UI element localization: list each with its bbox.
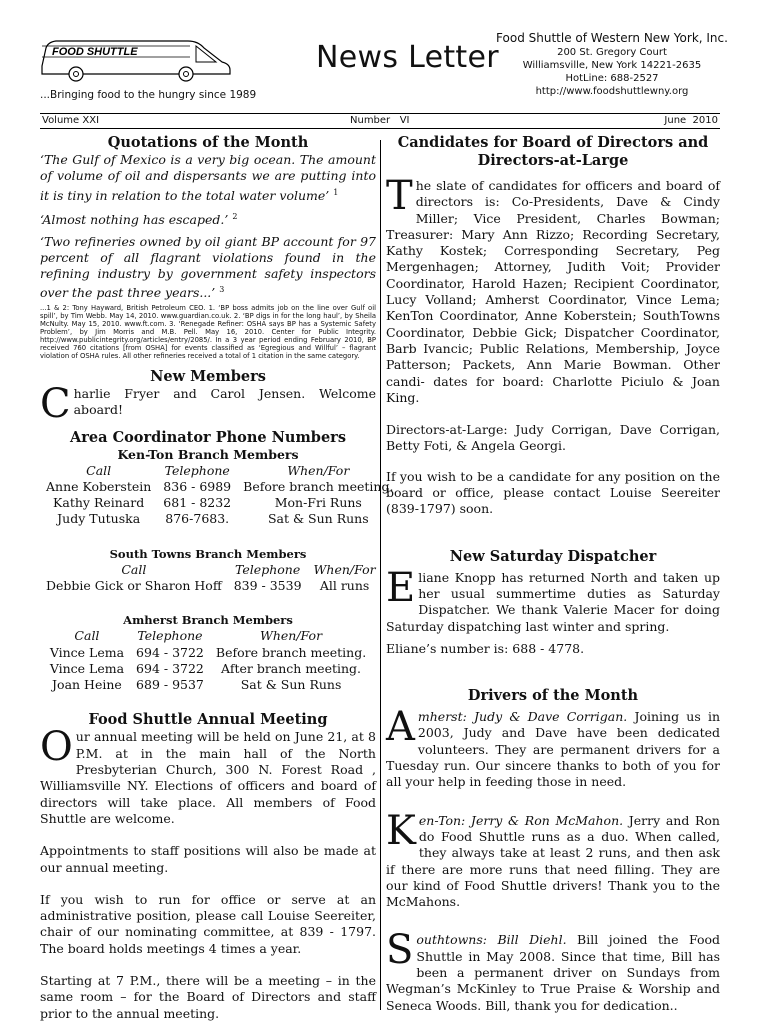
quotation-1-text: ‘The Gulf of Mexico is a very big ocean. The amount of volume of oil and dispersants we are putting into it is tiny in relation to the total water volume’ [40,152,376,203]
header-when-for: When/For [260,628,323,644]
when-cell: Mon-Fri Runs [274,495,362,511]
when-cell: Sat & Sun Runs [240,677,342,693]
dispatcher-p2: Eliane’s number is: 688 - 4778. [386,640,585,656]
quotations-footnote: ...1 & 2: Tony Hayward, British Petroleum CEO. 1. ‘BP boss admits job on the line over Gulf oil spill’, by Tim Webb. May 14, 2010. www.guardian.co.uk. 2. ‘BP digs in for the long haul’, by Sheila McNulty. May 15, 2010. www.ft.com. 3. ‘Renegade Refiner: OSHA says BP has a Systemic Safety Problem’, by Jim Morris and M.B. Pell. May 16, 2010. Center for Public Integrity. http://www.publicintegrity.org/articles/entry/2085/. In a 3 year period ending February 2010, BP received 760 citations [from OSHA] for events classified as ‘Egregious and Willful’ – flagrant violation of OSHA rules. All other refineries received a total of 1 citation in the same category. [40,303,376,361]
left-column [40,134,394,1022]
organization-info [492,32,732,98]
drivers-kenton-body: Jerry and Ron do Food Shuttle runs as a duo. When called, they always take at least 2 runs, and then ask if there are more runs that need filling. They are our kind of Food Shuttle drivers! Thank you to the McMahons. [386,812,720,910]
table-row [44,661,372,677]
when-cell: Before branch meeting. [215,644,367,660]
phone-cell: 681 - 8232 [163,495,232,511]
annual-meeting-heading: Food Shuttle Annual Meeting [88,711,328,729]
quotation-3-text: ‘Two refineries owned by oil giant BP account for 97 percent of all flagrant violations found in the refining industry by government safety inspectors over the past three years...’ [40,233,376,301]
drivers-kenton-names: en-Ton: Jerry & Ron McMahon. [418,812,624,828]
newsletter-title: News Letter [316,40,499,75]
table-row [40,479,399,495]
candidates-p2: Directors-at-Large: Judy Corrigan, Dave Corrigan, Betty Foti, & Angela Georgi. [386,422,720,454]
quotation-3-ref: 3 [219,285,225,295]
header-telephone: Telephone [164,462,230,478]
phone-cell: 694 - 3722 [136,644,204,660]
annual-meeting-p2: Appointments to staff positions will also be made at our annual meeting. [40,843,376,875]
phone-numbers-heading: Area Coordinator Phone Numbers [70,428,346,446]
header-when-for: When/For [313,561,376,577]
food-shuttle-van-logo [38,36,234,84]
table-row [40,495,399,511]
issue-number: Number VI [350,115,410,126]
name-cell: Joan Heine [52,677,122,693]
candidates-p3: If you wish to be a candidate for any position on the board or office, please contact Louise Seereiter (839-1797) soon. [386,468,720,517]
when-cell: Sat & Sun Runs [267,511,369,527]
quotation-1 [40,152,376,204]
quotation-2-text: ‘Almost nothing has escaped.’ [40,212,229,228]
quotations-section [40,134,376,361]
drop-cap: K [386,807,416,854]
when-cell: Before branch meeting. [243,478,394,494]
phone-cell: 876-7683. [165,511,230,527]
drivers-amherst-names: mherst: Judy & Dave Corrigan. [417,709,628,725]
new-members-body: harlie Fryer and Carol Jensen. Welcome aboard! [73,385,376,417]
drop-cap: T [386,173,413,219]
name-cell: Vince Lema [49,644,125,660]
amherst-table [44,628,372,693]
phone-numbers-section [40,428,394,694]
new-members-section [40,368,376,429]
name-cell: Judy Tutuska [57,511,141,527]
dispatcher-heading: New Saturday Dispatcher [449,547,657,565]
annual-meeting-p1-body: ur annual meeting will be held on June 21, at 8 P.M. at in the main hall of the North Presbyterian Church, 300 N. Forest Road , Williamsville NY. Elections of officers and board of directors will take place. All members of Food Shuttle are welcome. [40,729,376,826]
drivers-southtowns [386,927,721,1013]
table-header-row [44,628,372,644]
drop-cap: O [40,724,73,771]
annual-meeting-p3: If you wish to run for office or serve at an administrative position, please call Louise Seereiter, chair of our nominating committee, at 839 - 1797. The board holds meetings 4 times a year. [40,891,376,956]
southtowns-heading: South Towns Branch Members [109,546,307,561]
quotation-2-ref: 2 [232,212,238,222]
name-cell: Vince Lema [49,660,125,676]
header-telephone: Telephone [235,561,301,577]
table-row [40,511,399,527]
header-call: Call [121,561,147,577]
quotation-2 [40,209,376,228]
new-members-text [40,380,376,427]
drivers-southtowns-body: Bill joined the Food Shuttle in May 2008. Since that time, Bill has been a permanent driver on Sundays from Wegman’s McKinley to True Praise & Worship and Seneca Woods. Bill, thank you for dedication.. [386,932,721,1013]
candidates-p1 [386,173,720,406]
drop-cap: E [386,564,416,611]
header-when-for: When/For [287,462,350,478]
volume-label: Volume XXI [42,115,100,126]
quotation-1-ref: 1 [333,187,339,197]
issue-bar [40,113,720,129]
amherst-heading: Amherst Branch Members [123,613,293,628]
phone-cell: 839 - 3539 [233,577,302,593]
kenton-heading: Ken-Ton Branch Members [117,446,299,462]
drivers-amherst [386,704,720,790]
drop-cap: A [386,704,415,751]
org-name: Food Shuttle of Western New York, Inc. [496,31,728,45]
drivers-section [386,687,720,1014]
kenton-table [40,463,399,528]
dispatcher-section [386,548,720,657]
drivers-amherst-body: Joining us in 2003, Judy and Dave have been dedicated volunteers. They are permanent drivers for a Tuesday run. Our sincere thanks to both of you for all your help in feeding those in need. [386,709,720,790]
header-telephone: Telephone [137,628,203,644]
when-cell: After branch meeting. [221,660,362,676]
org-street: 200 St. Gregory Court [557,47,667,58]
name-cell: Kathy Reinard [53,495,145,511]
name-cell: Debbie Gick or Sharon Hoff [46,577,222,593]
dispatcher-p1-body: liane Knopp has returned North and taken up her usual summertime duties as Saturday Dispatcher. We thank Valerie Macer for doing Saturday dispatching last winter and spring. [386,569,720,634]
table-row [44,677,372,693]
dispatcher-p1 [386,564,720,635]
org-hotline: HotLine: 688-2527 [565,73,659,84]
table-row [44,645,372,661]
right-column [386,134,720,1014]
org-url[interactable]: http://www.foodshuttlewny.org [535,86,689,97]
header-call: Call [86,462,112,478]
tagline: ...Bringing food to the hungry since 1989 [40,89,257,101]
table-row [40,578,382,594]
drivers-kenton [386,807,720,911]
masthead [0,0,770,126]
candidates-p1-body: he slate of candidates for officers and board of directors is: Co-Presidents, Dave & Cindy Miller; Vice President, Charles Bowman; Treasurer: Mary Ann Rizzo; Recording Secretary, Kathy Kostek; Corresponding Secretary, Peg Mergenhagen; Attorney, Judith Voit; Provider Coordinator, Harold Hazen; Recipient Coordinator, Lucy Volland; Amherst Coordinator, Vince Lema; KenTon Coordinator, Anne Koberstein; SouthTowns Coordinator, Debbie Gick; Dispatcher Coordinator, Barb Ivancic; Public Relations, Membership, Joyce Patterson; Packets, Ann Marie Bowman. Other candi- dates for board: Charlotte Piciulo & Joan King. [386,178,720,405]
phone-cell: 689 - 9537 [136,677,204,693]
phone-cell: 694 - 3722 [136,660,204,676]
annual-meeting-p1 [40,724,376,827]
when-cell: All runs [319,577,370,593]
annual-meeting-section [40,711,376,1021]
drivers-heading: Drivers of the Month [467,687,639,705]
quotation-3 [40,234,376,302]
drop-cap: S [386,927,414,974]
annual-meeting-p4: Starting at 7 P.M., there will be a meeting – in the same room – for the Board of Directors and staff prior to the annual meeting. [40,973,376,1021]
logo-text: FOOD SHUTTLE [52,46,138,58]
table-header-row [40,463,399,479]
candidates-heading: Candidates for Board of Directors and Directors-at-Large [397,134,709,169]
drivers-southtowns-names: outhtowns: Bill Diehl. [416,932,567,948]
new-members-heading: New Members [150,367,266,385]
table-header-row [40,562,382,578]
drop-cap: C [40,380,71,427]
name-cell: Anne Koberstein [46,478,152,494]
quotations-heading: Quotations of the Month [107,134,309,151]
southtowns-table [40,562,382,595]
issue-date: June 2010 [664,115,718,126]
header-call: Call [74,628,100,644]
phone-cell: 836 - 6989 [163,478,232,494]
candidates-section [386,134,720,518]
org-city: Williamsville, New York 14221-2635 [522,60,702,71]
